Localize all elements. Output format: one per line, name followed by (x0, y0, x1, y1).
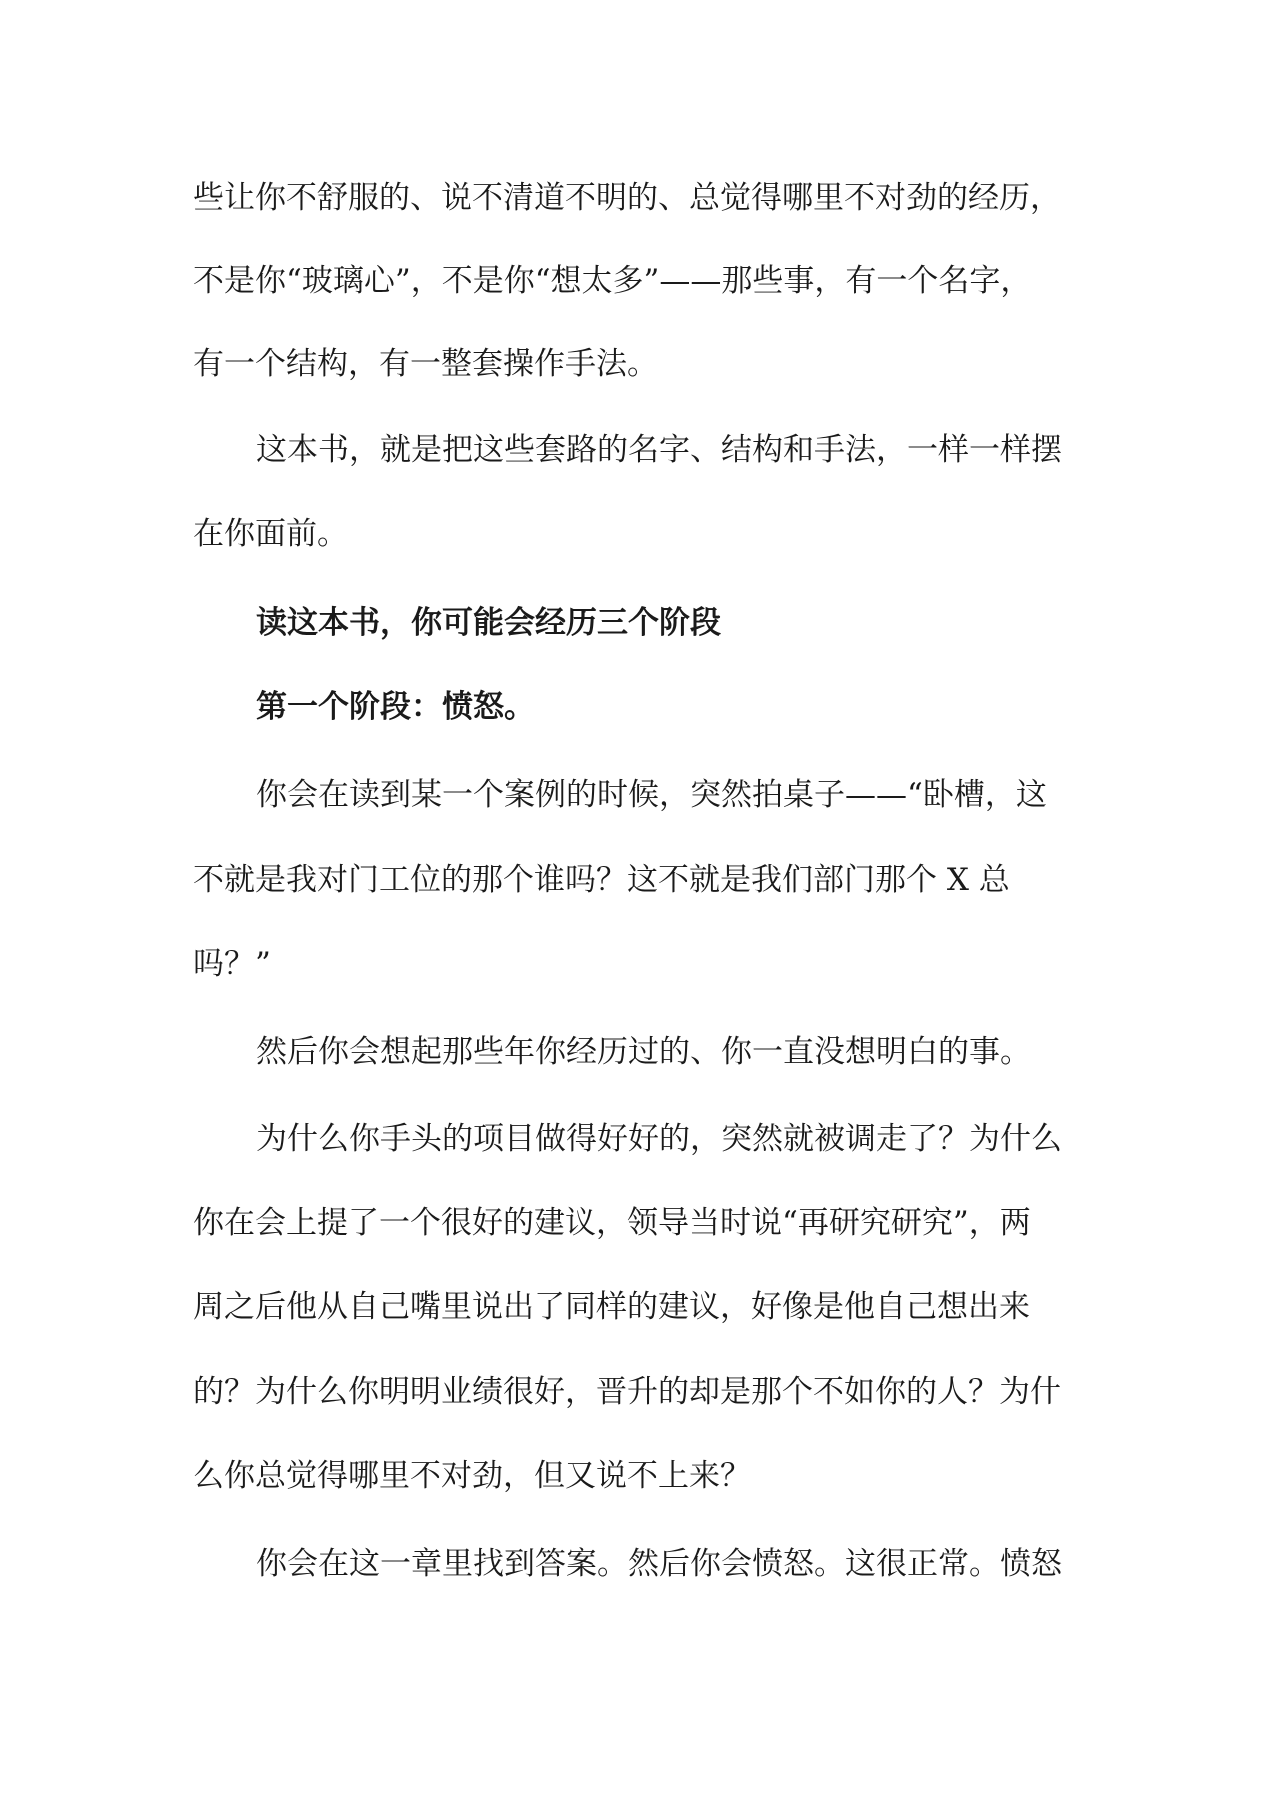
text-line-10: 吗？” (193, 946, 271, 982)
text-line-5: 在你面前。 (193, 516, 348, 552)
text-line-8: 你会在读到某一个案例的时候，突然拍桌子——“卧槽，这 (256, 777, 1047, 813)
text-line-16: 么你总觉得哪里不对劲，但又说不上来？ (193, 1458, 751, 1494)
text-line-1: 些让你不舒服的、说不清道不明的、总觉得哪里不对劲的经历， (193, 180, 1061, 216)
text-line-17: 你会在这一章里找到答案。然后你会愤怒。这很正常。愤怒 (256, 1546, 1062, 1582)
text-line-9: 不就是我对门工位的那个谁吗？这不就是我们部门那个 X 总 (193, 862, 1010, 898)
text-line-4: 这本书，就是把这些套路的名字、结构和手法，一样一样摆 (256, 432, 1062, 468)
text-line-14: 周之后他从自己嘴里说出了同样的建议，好像是他自己想出来 (193, 1289, 1030, 1325)
stage-heading: 第一个阶段：愤怒。 (256, 689, 535, 725)
text-line-2: 不是你“玻璃心”，不是你“想太多”——那些事，有一个名字， (193, 263, 1032, 299)
section-heading: 读这本书，你可能会经历三个阶段 (256, 605, 721, 641)
text-line-13: 你在会上提了一个很好的建议，领导当时说“再研究研究”，两 (193, 1205, 1031, 1241)
text-line-11: 然后你会想起那些年你经历过的、你一直没想明白的事。 (256, 1034, 1031, 1070)
text-line-3: 有一个结构，有一整套操作手法。 (193, 346, 658, 382)
text-line-12: 为什么你手头的项目做得好好的，突然就被调走了？为什么 (256, 1121, 1062, 1157)
text-line-15: 的？为什么你明明业绩很好，晋升的却是那个不如你的人？为什 (193, 1374, 1061, 1410)
